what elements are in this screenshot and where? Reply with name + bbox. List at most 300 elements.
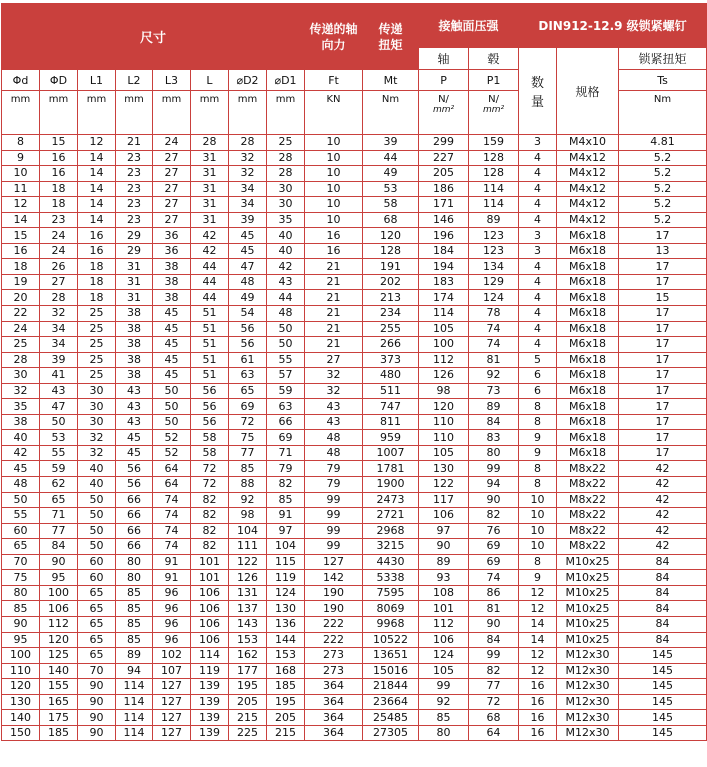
col-L2: L2 <box>116 70 153 91</box>
cell-L3: 50 <box>153 414 191 430</box>
unit-L1: mm <box>78 91 116 135</box>
torque-header: 传递扭矩 <box>363 4 419 70</box>
unit-D2: mm <box>229 91 267 135</box>
cell-L3: 52 <box>153 430 191 446</box>
cell-spec: M10x25 <box>557 616 619 632</box>
cell-Ft: 10 <box>305 181 363 197</box>
cell-L2: 56 <box>116 477 153 493</box>
cell-P1: 74 <box>469 321 519 337</box>
cell-P: 110 <box>419 414 469 430</box>
cell-P1: 82 <box>469 663 519 679</box>
cell-D1: 104 <box>267 539 305 555</box>
cell-L1: 30 <box>78 414 116 430</box>
cell-D1: 48 <box>267 306 305 322</box>
cell-L2: 85 <box>116 632 153 648</box>
cell-L1: 32 <box>78 430 116 446</box>
cell-D: 106 <box>40 601 78 617</box>
cell-Ts: 17 <box>619 414 707 430</box>
cell-qty: 9 <box>519 445 557 461</box>
col-D2: ⌀D2 <box>229 70 267 91</box>
cell-P1: 124 <box>469 290 519 306</box>
cell-L3: 45 <box>153 352 191 368</box>
cell-L2: 66 <box>116 508 153 524</box>
unit-P <box>419 91 469 135</box>
cell-D1: 66 <box>267 414 305 430</box>
cell-D: 100 <box>40 585 78 601</box>
cell-D: 53 <box>40 430 78 446</box>
table-row <box>2 554 707 570</box>
cell-P: 120 <box>419 399 469 415</box>
cell-D1: 119 <box>267 570 305 586</box>
cell-L2: 43 <box>116 399 153 415</box>
cell-d: 12 <box>2 197 40 213</box>
table-row <box>2 648 707 664</box>
cell-P1: 134 <box>469 259 519 275</box>
table-row <box>2 710 707 726</box>
cell-spec: M4x10 <box>557 135 619 151</box>
cell-Ts: 5.2 <box>619 212 707 228</box>
cell-P: 184 <box>419 243 469 259</box>
cell-D: 15 <box>40 135 78 151</box>
cell-qty: 4 <box>519 212 557 228</box>
table-row <box>2 632 707 648</box>
cell-L: 114 <box>191 648 229 664</box>
unit-L3: mm <box>153 91 191 135</box>
cell-D: 34 <box>40 337 78 353</box>
cell-spec: M6x18 <box>557 321 619 337</box>
cell-D: 18 <box>40 181 78 197</box>
cell-L1: 14 <box>78 197 116 213</box>
cell-L1: 65 <box>78 601 116 617</box>
cell-Ft: 79 <box>305 477 363 493</box>
cell-qty: 6 <box>519 368 557 384</box>
cell-d: 24 <box>2 321 40 337</box>
cell-spec: M10x25 <box>557 554 619 570</box>
cell-Mt: 747 <box>363 399 419 415</box>
cell-L: 106 <box>191 616 229 632</box>
col-D1: ⌀D1 <box>267 70 305 91</box>
cell-P: 117 <box>419 492 469 508</box>
size-group-header: 尺寸 <box>2 4 305 70</box>
cell-Mt: 10522 <box>363 632 419 648</box>
cell-D1: 71 <box>267 445 305 461</box>
cell-d: 90 <box>2 616 40 632</box>
cell-L: 51 <box>191 337 229 353</box>
cell-Ts: 84 <box>619 585 707 601</box>
cell-L2: 94 <box>116 663 153 679</box>
cell-Ts: 17 <box>619 306 707 322</box>
table-row <box>2 663 707 679</box>
cell-D: 34 <box>40 321 78 337</box>
cell-L2: 23 <box>116 166 153 182</box>
cell-L2: 29 <box>116 243 153 259</box>
cell-L3: 38 <box>153 290 191 306</box>
cell-P: 194 <box>419 259 469 275</box>
cell-D2: 98 <box>229 508 267 524</box>
cell-L3: 27 <box>153 166 191 182</box>
table-row <box>2 212 707 228</box>
cell-P: 105 <box>419 321 469 337</box>
cell-D2: 48 <box>229 274 267 290</box>
cell-qty: 4 <box>519 259 557 275</box>
cell-P: 106 <box>419 508 469 524</box>
cell-spec: M6x18 <box>557 430 619 446</box>
cell-D2: 77 <box>229 445 267 461</box>
cell-Mt: 234 <box>363 306 419 322</box>
cell-qty: 4 <box>519 150 557 166</box>
cell-D: 120 <box>40 632 78 648</box>
table-row <box>2 352 707 368</box>
cell-Ts: 17 <box>619 274 707 290</box>
cell-d: 8 <box>2 135 40 151</box>
cell-spec: M6x18 <box>557 259 619 275</box>
cell-L2: 38 <box>116 352 153 368</box>
unit-P1-bottom: mm² <box>482 105 505 115</box>
cell-Ft: 190 <box>305 585 363 601</box>
cell-D2: 49 <box>229 290 267 306</box>
cell-d: 55 <box>2 508 40 524</box>
cell-Mt: 4430 <box>363 554 419 570</box>
cell-D2: 122 <box>229 554 267 570</box>
unit-L: mm <box>191 91 229 135</box>
cell-D2: 65 <box>229 383 267 399</box>
cell-D2: 69 <box>229 399 267 415</box>
cell-L: 101 <box>191 554 229 570</box>
cell-Ts: 84 <box>619 632 707 648</box>
cell-d: 11 <box>2 181 40 197</box>
cell-L1: 18 <box>78 274 116 290</box>
cell-L3: 50 <box>153 399 191 415</box>
table-row <box>2 181 707 197</box>
cell-D2: 45 <box>229 228 267 244</box>
cell-d: 28 <box>2 352 40 368</box>
cell-qty: 4 <box>519 337 557 353</box>
cell-d: 16 <box>2 243 40 259</box>
cell-d: 120 <box>2 679 40 695</box>
cell-D1: 40 <box>267 228 305 244</box>
cell-Mt: 511 <box>363 383 419 399</box>
cell-Ts: 17 <box>619 399 707 415</box>
table-row <box>2 166 707 182</box>
cell-P: 186 <box>419 181 469 197</box>
cell-L3: 91 <box>153 570 191 586</box>
cell-P1: 99 <box>469 461 519 477</box>
cell-qty: 8 <box>519 554 557 570</box>
cell-L: 72 <box>191 461 229 477</box>
cell-spec: M6x18 <box>557 274 619 290</box>
cell-L2: 66 <box>116 523 153 539</box>
cell-Ts: 5.2 <box>619 150 707 166</box>
cell-D2: 32 <box>229 150 267 166</box>
cell-D2: 131 <box>229 585 267 601</box>
cell-D2: 195 <box>229 679 267 695</box>
cell-L: 139 <box>191 679 229 695</box>
cell-L3: 96 <box>153 585 191 601</box>
unit-P-bottom: mm² <box>432 105 455 115</box>
cell-L: 44 <box>191 290 229 306</box>
cell-L2: 31 <box>116 290 153 306</box>
cell-qty: 4 <box>519 274 557 290</box>
cell-spec: M6x18 <box>557 337 619 353</box>
col-d: Φd <box>2 70 40 91</box>
cell-D1: 25 <box>267 135 305 151</box>
table-row <box>2 290 707 306</box>
cell-qty: 5 <box>519 352 557 368</box>
cell-D: 50 <box>40 414 78 430</box>
cell-D: 140 <box>40 663 78 679</box>
cell-Ft: 21 <box>305 259 363 275</box>
cell-spec: M12x30 <box>557 725 619 741</box>
cell-L1: 25 <box>78 368 116 384</box>
cell-L2: 38 <box>116 321 153 337</box>
cell-Mt: 15016 <box>363 663 419 679</box>
cell-Ft: 21 <box>305 337 363 353</box>
cell-L2: 66 <box>116 492 153 508</box>
cell-Ts: 42 <box>619 492 707 508</box>
cell-d: 9 <box>2 150 40 166</box>
cell-Ft: 142 <box>305 570 363 586</box>
cell-L: 56 <box>191 414 229 430</box>
cell-P1: 81 <box>469 352 519 368</box>
cell-L: 31 <box>191 181 229 197</box>
cell-Ft: 190 <box>305 601 363 617</box>
cell-qty: 3 <box>519 243 557 259</box>
cell-Mt: 23664 <box>363 694 419 710</box>
cell-Ts: 42 <box>619 508 707 524</box>
cell-Mt: 3215 <box>363 539 419 555</box>
cell-d: 40 <box>2 430 40 446</box>
cell-L1: 50 <box>78 523 116 539</box>
cell-P: 105 <box>419 445 469 461</box>
cell-L1: 90 <box>78 725 116 741</box>
cell-D: 112 <box>40 616 78 632</box>
table-row <box>2 228 707 244</box>
cell-L1: 90 <box>78 710 116 726</box>
cell-P1: 89 <box>469 399 519 415</box>
cell-L: 58 <box>191 430 229 446</box>
cell-D1: 168 <box>267 663 305 679</box>
cell-D: 59 <box>40 461 78 477</box>
cell-L: 56 <box>191 383 229 399</box>
cell-D2: 104 <box>229 523 267 539</box>
cell-P: 105 <box>419 663 469 679</box>
cell-P1: 82 <box>469 508 519 524</box>
col-D: ΦD <box>40 70 78 91</box>
cell-d: 45 <box>2 461 40 477</box>
table-row <box>2 337 707 353</box>
cell-L1: 65 <box>78 648 116 664</box>
unit-Ft: KN <box>305 91 363 135</box>
table-row <box>2 274 707 290</box>
cell-D2: 56 <box>229 337 267 353</box>
cell-spec: M10x25 <box>557 632 619 648</box>
unit-D: mm <box>40 91 78 135</box>
cell-L1: 30 <box>78 399 116 415</box>
cell-d: 140 <box>2 710 40 726</box>
cell-P: 146 <box>419 212 469 228</box>
cell-D1: 144 <box>267 632 305 648</box>
cell-P1: 74 <box>469 570 519 586</box>
cell-P: 183 <box>419 274 469 290</box>
cell-d: 100 <box>2 648 40 664</box>
cell-Mt: 2721 <box>363 508 419 524</box>
cell-Ft: 364 <box>305 725 363 741</box>
table-row <box>2 150 707 166</box>
cell-Ft: 10 <box>305 166 363 182</box>
cell-L: 72 <box>191 477 229 493</box>
cell-P1: 123 <box>469 228 519 244</box>
cell-P1: 129 <box>469 274 519 290</box>
cell-D1: 130 <box>267 601 305 617</box>
cell-L1: 65 <box>78 632 116 648</box>
cell-D1: 55 <box>267 352 305 368</box>
cell-P1: 128 <box>469 150 519 166</box>
hub-header: 毂 <box>469 48 519 70</box>
cell-P: 93 <box>419 570 469 586</box>
cell-L1: 90 <box>78 679 116 695</box>
cell-L1: 40 <box>78 477 116 493</box>
table-row <box>2 414 707 430</box>
cell-Ft: 127 <box>305 554 363 570</box>
cell-Ts: 42 <box>619 523 707 539</box>
quantity-header: 数量 <box>519 48 557 135</box>
cell-L3: 45 <box>153 306 191 322</box>
cell-Ts: 17 <box>619 352 707 368</box>
cell-L2: 38 <box>116 337 153 353</box>
cell-spec: M6x18 <box>557 445 619 461</box>
cell-L3: 127 <box>153 725 191 741</box>
cell-P: 227 <box>419 150 469 166</box>
cell-Ts: 4.81 <box>619 135 707 151</box>
cell-Mt: 128 <box>363 243 419 259</box>
cell-P: 110 <box>419 430 469 446</box>
cell-P: 97 <box>419 523 469 539</box>
cell-D2: 225 <box>229 725 267 741</box>
cell-D: 18 <box>40 197 78 213</box>
cell-L: 139 <box>191 694 229 710</box>
cell-D1: 124 <box>267 585 305 601</box>
cell-L2: 85 <box>116 616 153 632</box>
col-P: P <box>419 70 469 91</box>
cell-qty: 4 <box>519 197 557 213</box>
cell-Mt: 13651 <box>363 648 419 664</box>
cell-qty: 4 <box>519 166 557 182</box>
cell-L3: 27 <box>153 150 191 166</box>
cell-Ts: 84 <box>619 570 707 586</box>
cell-qty: 10 <box>519 492 557 508</box>
shaft-header: 轴 <box>419 48 469 70</box>
cell-D1: 79 <box>267 461 305 477</box>
cell-L1: 70 <box>78 663 116 679</box>
cell-L: 51 <box>191 306 229 322</box>
col-Ft: Ft <box>305 70 363 91</box>
cell-L2: 45 <box>116 445 153 461</box>
cell-L1: 14 <box>78 166 116 182</box>
cell-spec: M8x22 <box>557 523 619 539</box>
cell-Mt: 25485 <box>363 710 419 726</box>
cell-P1: 89 <box>469 212 519 228</box>
cell-Ft: 273 <box>305 648 363 664</box>
cell-D1: 63 <box>267 399 305 415</box>
table-row <box>2 616 707 632</box>
cell-L1: 25 <box>78 321 116 337</box>
table-row <box>2 243 707 259</box>
cell-d: 32 <box>2 383 40 399</box>
cell-spec: M12x30 <box>557 694 619 710</box>
table-row <box>2 445 707 461</box>
cell-spec: M8x22 <box>557 461 619 477</box>
cell-Ft: 99 <box>305 523 363 539</box>
cell-Ft: 10 <box>305 197 363 213</box>
table-row <box>2 585 707 601</box>
cell-D1: 195 <box>267 694 305 710</box>
cell-L2: 29 <box>116 228 153 244</box>
cell-D2: 126 <box>229 570 267 586</box>
cell-D: 90 <box>40 554 78 570</box>
cell-P1: 99 <box>469 648 519 664</box>
cell-Ft: 364 <box>305 694 363 710</box>
cell-P: 90 <box>419 539 469 555</box>
col-L3: L3 <box>153 70 191 91</box>
cell-Ft: 21 <box>305 274 363 290</box>
cell-L2: 21 <box>116 135 153 151</box>
cell-qty: 16 <box>519 710 557 726</box>
cell-P: 101 <box>419 601 469 617</box>
cell-L1: 60 <box>78 570 116 586</box>
cell-D: 39 <box>40 352 78 368</box>
cell-Mt: 5338 <box>363 570 419 586</box>
cell-d: 80 <box>2 585 40 601</box>
cell-L2: 31 <box>116 274 153 290</box>
cell-L: 44 <box>191 274 229 290</box>
cell-L3: 52 <box>153 445 191 461</box>
cell-L2: 45 <box>116 430 153 446</box>
cell-L: 139 <box>191 725 229 741</box>
cell-Mt: 959 <box>363 430 419 446</box>
cell-L: 31 <box>191 197 229 213</box>
cell-spec: M4x12 <box>557 181 619 197</box>
cell-L3: 127 <box>153 694 191 710</box>
cell-D2: 61 <box>229 352 267 368</box>
table-row <box>2 508 707 524</box>
cell-L2: 85 <box>116 585 153 601</box>
cell-Mt: 2968 <box>363 523 419 539</box>
cell-L: 31 <box>191 150 229 166</box>
cell-P: 205 <box>419 166 469 182</box>
cell-qty: 8 <box>519 477 557 493</box>
cell-L2: 114 <box>116 694 153 710</box>
cell-P1: 74 <box>469 337 519 353</box>
cell-Mt: 2473 <box>363 492 419 508</box>
cell-D2: 47 <box>229 259 267 275</box>
cell-Mt: 7595 <box>363 585 419 601</box>
table-row <box>2 368 707 384</box>
cell-D: 41 <box>40 368 78 384</box>
table-row <box>2 492 707 508</box>
cell-qty: 10 <box>519 508 557 524</box>
cell-L1: 50 <box>78 492 116 508</box>
cell-D1: 28 <box>267 150 305 166</box>
cell-D2: 72 <box>229 414 267 430</box>
spec-header: 规格 <box>557 48 619 135</box>
cell-Ts: 145 <box>619 648 707 664</box>
cell-spec: M10x25 <box>557 601 619 617</box>
cell-qty: 3 <box>519 228 557 244</box>
cell-qty: 4 <box>519 321 557 337</box>
cell-L3: 102 <box>153 648 191 664</box>
cell-P1: 84 <box>469 632 519 648</box>
table-row <box>2 477 707 493</box>
